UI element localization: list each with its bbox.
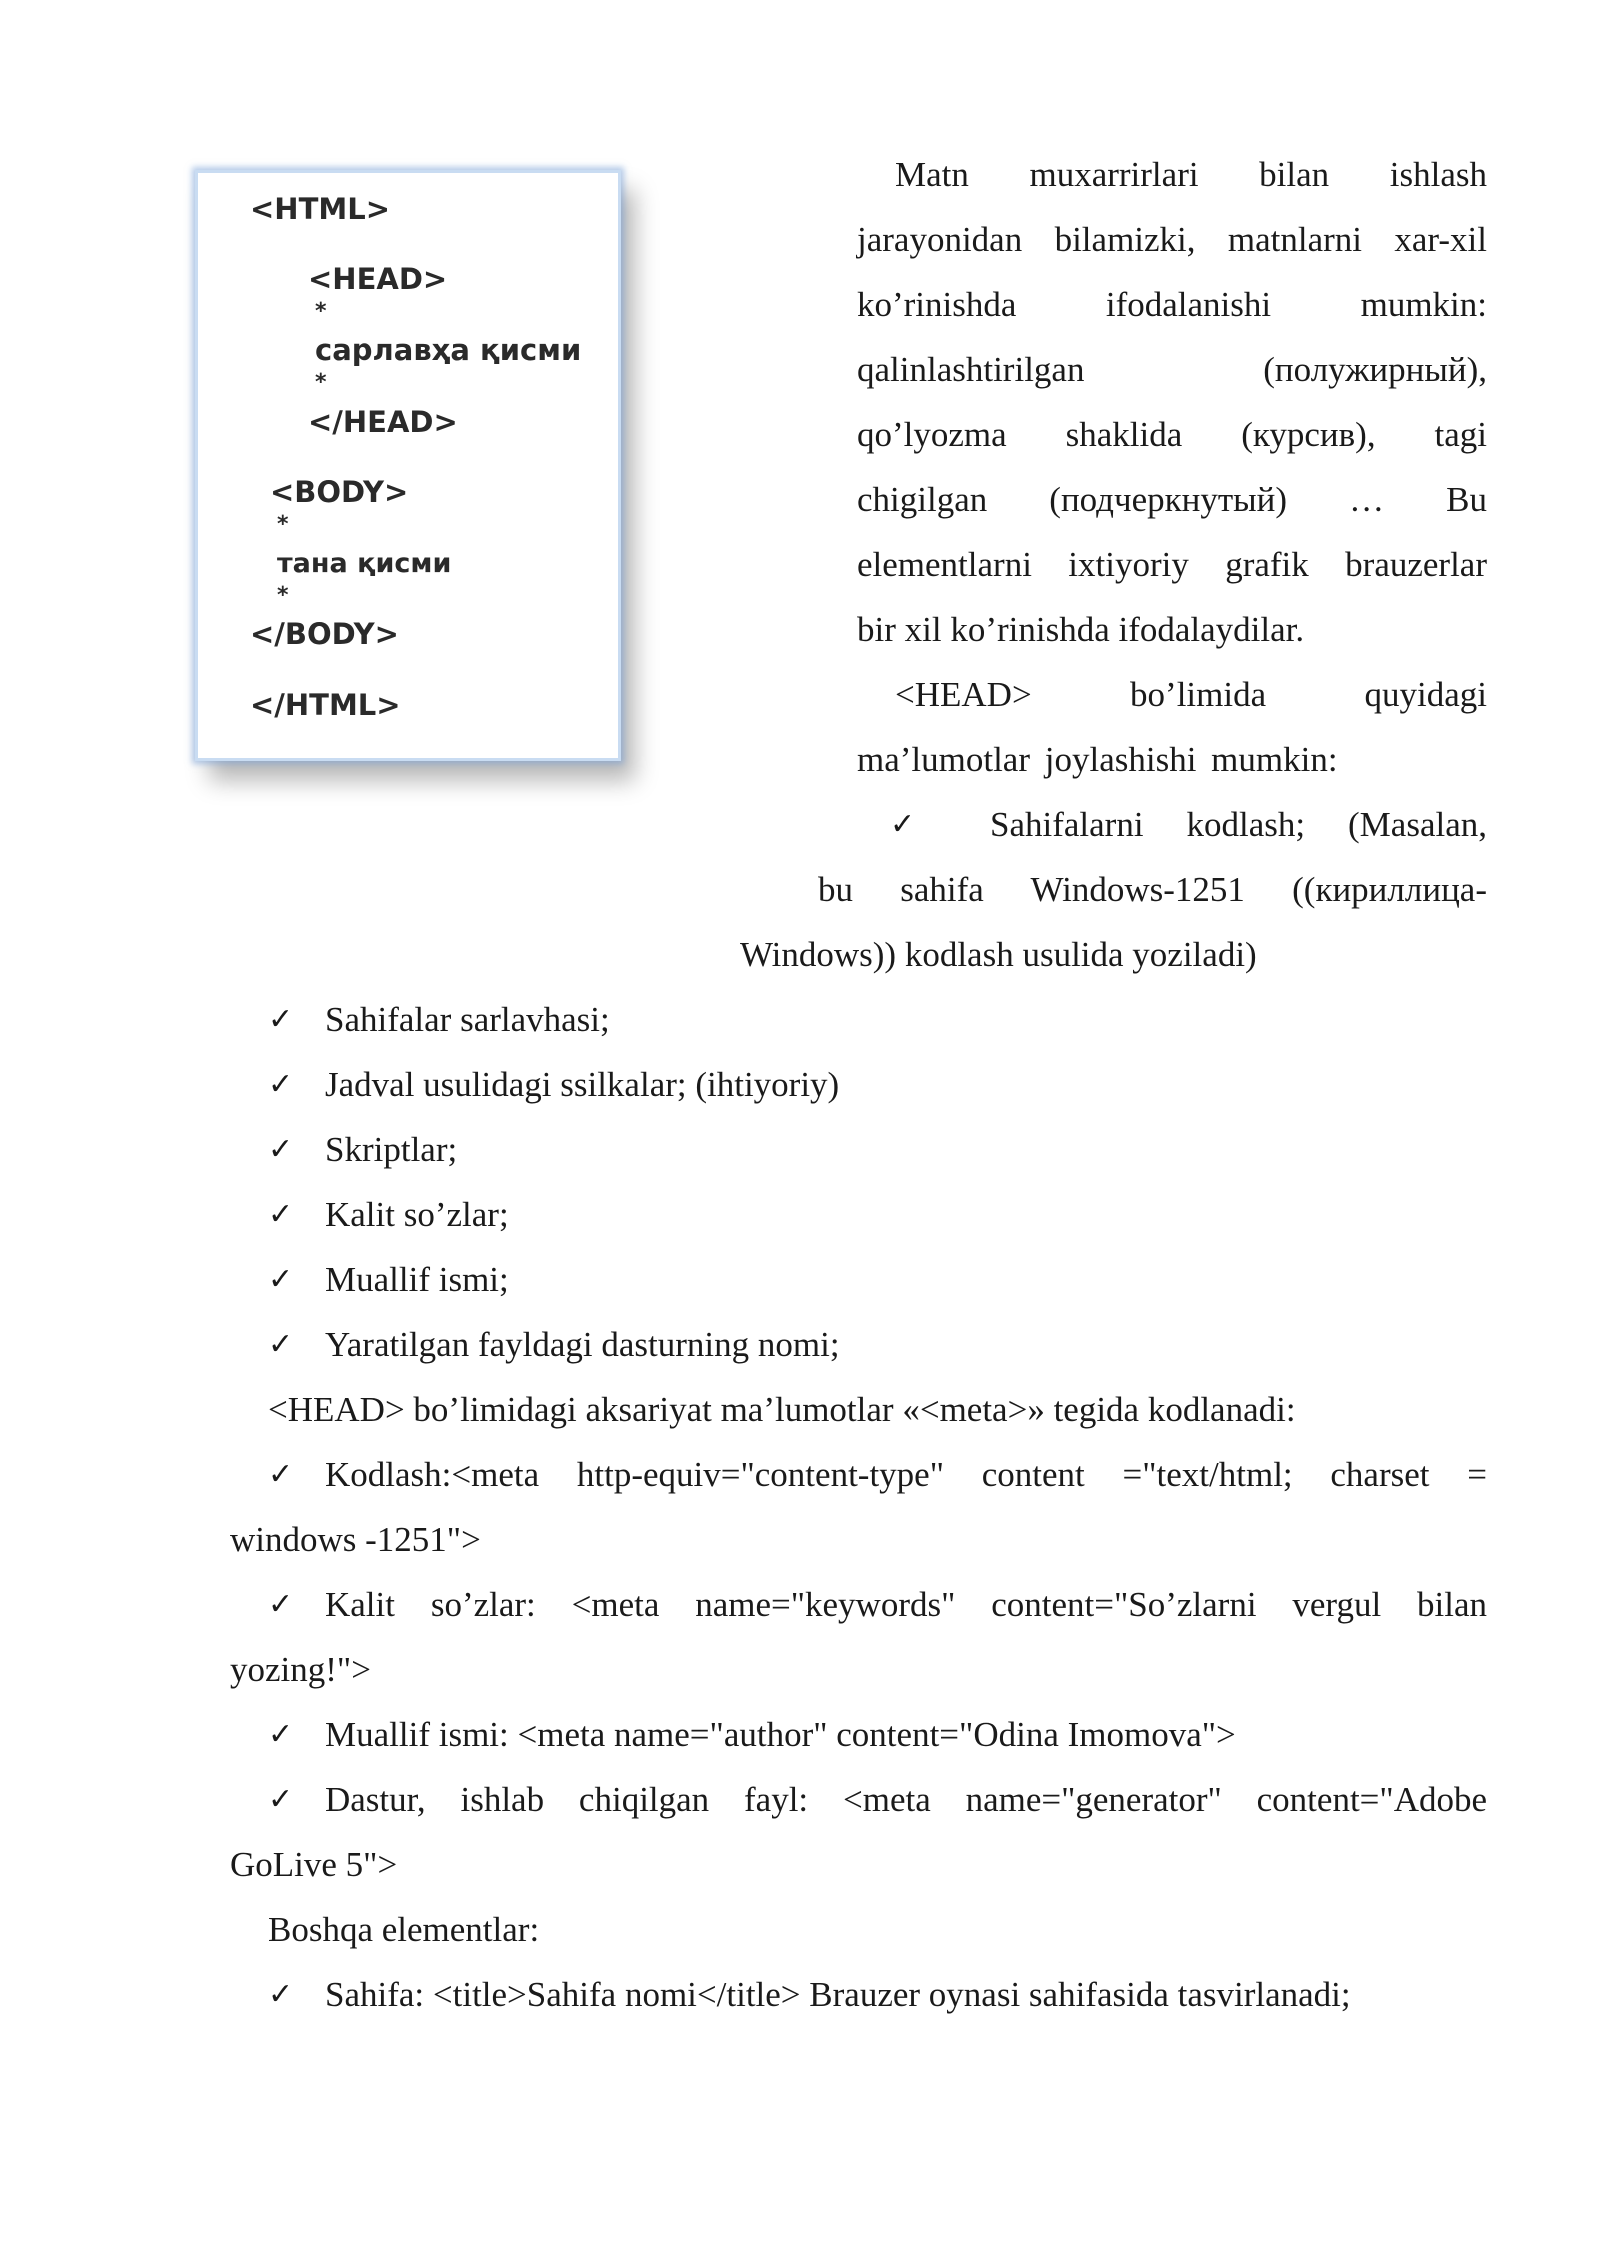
checkmark-icon: ✓: [268, 1067, 294, 1102]
figure-star: *: [277, 583, 289, 608]
paragraph-line: qalinlashtirilgan (полужирный),: [857, 350, 1487, 389]
paragraph-line: ko’rinishda ifodalanishi mumkin:: [857, 285, 1487, 324]
meta-item-line: Muallif ismi: <meta name="author" content="Odina Imomova">: [325, 1715, 1236, 1754]
list-item-line: Windows)) kodlash usulida yoziladi): [740, 935, 1257, 974]
paragraph-line: qo’lyozma shaklida (курсив), tagi: [857, 415, 1487, 454]
checkmark-icon: ✓: [268, 1717, 294, 1752]
meta-intro: <HEAD> bo’limidagi aksariyat ma’lumotlar «<meta>» tegida kodlanadi:: [268, 1390, 1296, 1429]
figure-body-content: тана қисми: [277, 548, 452, 579]
list-item: Sahifalar sarlavhasi;: [325, 1000, 610, 1039]
figure-star: *: [315, 370, 327, 395]
figure-star: *: [277, 512, 289, 537]
paragraph-line: <HEAD> bo’limida quyidagi: [895, 675, 1487, 714]
list-item: Yaratilgan fayldagi dasturning nomi;: [325, 1325, 840, 1364]
checkmark-icon: ✓: [890, 807, 916, 842]
figure-head-content: сарлавҳа қисми: [315, 333, 582, 367]
paragraph-line: elementlarni ixtiyoriy grafik brauzerlar: [857, 545, 1487, 584]
figure-head-close: </HEAD>: [308, 405, 458, 439]
paragraph-line: bir xil ko’rinishda ifodalaydilar.: [857, 610, 1305, 649]
paragraph-line: jarayonidan bilamizki, matnlarni xar-xil: [857, 220, 1487, 259]
figure-html-open: <HTML>: [250, 192, 390, 226]
checkmark-icon: ✓: [268, 1262, 294, 1297]
checkmark-icon: ✓: [268, 1132, 294, 1167]
section-heading: Boshqa elementlar:: [268, 1910, 540, 1949]
meta-item-line: Dastur, ishlab chiqilgan fayl: <meta name="generator" content="Adobe: [325, 1780, 1487, 1819]
figure-head-open: <HEAD>: [308, 262, 448, 296]
list-item: Jadval usulidagi ssilkalar; (ihtiyoriy): [325, 1065, 840, 1104]
checkmark-icon: ✓: [268, 1327, 294, 1362]
paragraph-line: ma’lumotlar joylashishi mumkin:: [857, 740, 1338, 779]
figure-star: *: [315, 299, 327, 324]
figure-body-close: </BODY>: [250, 617, 399, 651]
paragraph-line: chigilgan (подчеркнутый) … Bu: [857, 480, 1487, 519]
paragraph-line: Matn muxarrirlari bilan ishlash: [895, 155, 1487, 194]
meta-item-line: Kodlash:<meta http-equiv="content-type" content ="text/html; charset =: [325, 1455, 1487, 1494]
list-item: Skriptlar;: [325, 1130, 458, 1169]
checkmark-icon: ✓: [268, 1587, 294, 1622]
checkmark-icon: ✓: [268, 1002, 294, 1037]
figure-body-open: <BODY>: [270, 475, 409, 509]
checkmark-icon: ✓: [268, 1457, 294, 1492]
figure-html-close: </HTML>: [250, 688, 401, 722]
list-item-line: Sahifalarni kodlash; (Masalan,: [990, 805, 1487, 844]
meta-item-line: GoLive 5">: [230, 1845, 398, 1884]
html-structure-figure: [195, 170, 621, 761]
meta-item-line: windows -1251">: [230, 1520, 481, 1559]
checkmark-icon: ✓: [268, 1782, 294, 1817]
meta-item-line: Kalit so’zlar: <meta name="keywords" content="So’zlarni vergul bilan: [325, 1585, 1487, 1624]
list-item: Muallif ismi;: [325, 1260, 509, 1299]
meta-item-line: yozing!">: [230, 1650, 371, 1689]
list-item-line: bu sahifa Windows-1251 ((кириллица-: [818, 870, 1487, 909]
checkmark-icon: ✓: [268, 1977, 294, 2012]
checkmark-icon: ✓: [268, 1197, 294, 1232]
list-item: Kalit so’zlar;: [325, 1195, 509, 1234]
list-item: Sahifa: <title>Sahifa nomi</title> Brauzer oynasi sahifasida tasvirlanadi;: [325, 1975, 1351, 2014]
